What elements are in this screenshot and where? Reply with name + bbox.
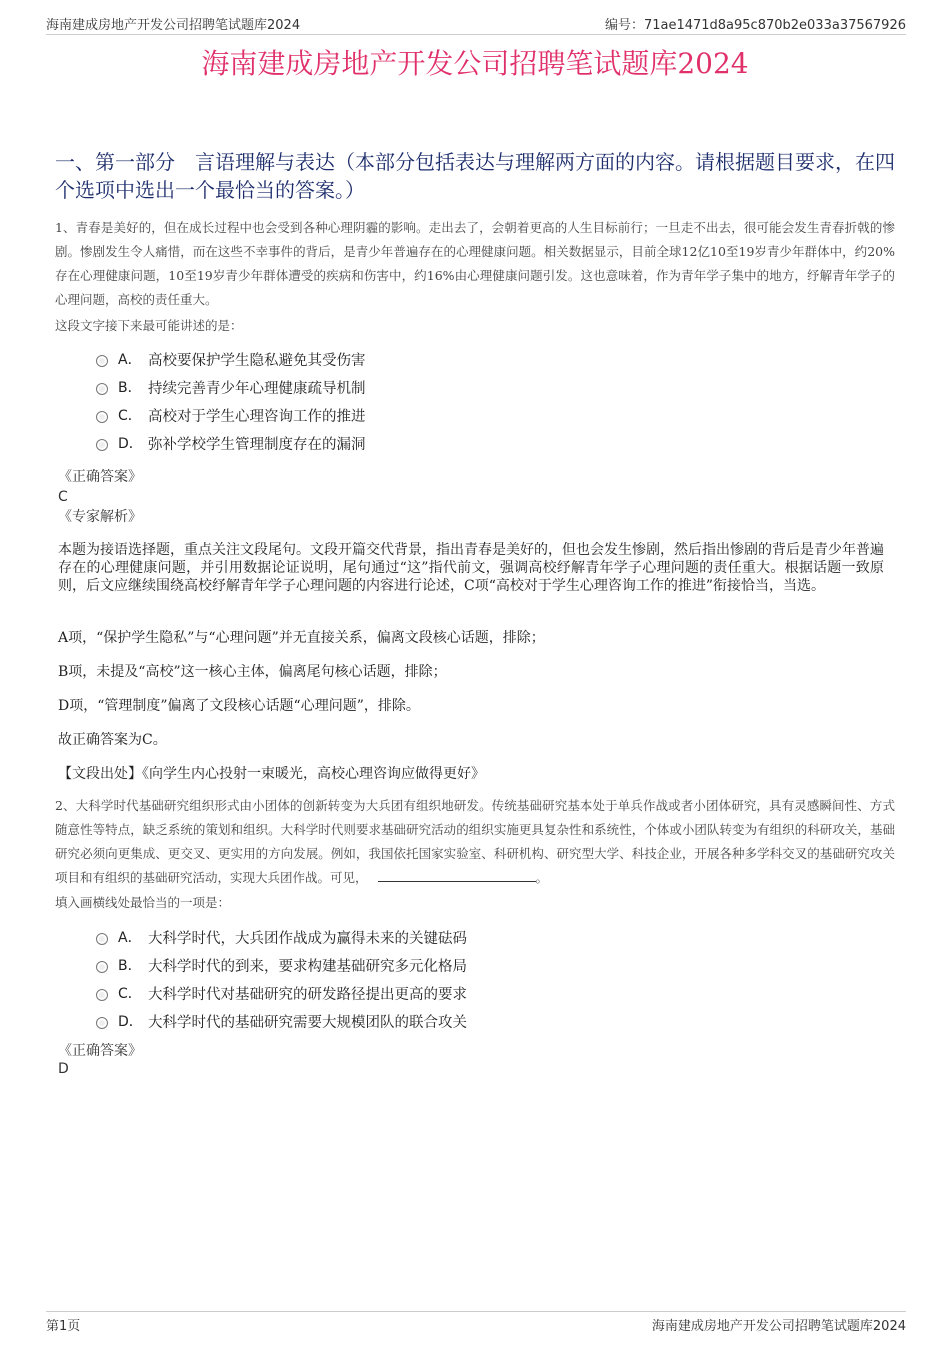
- radio-button-icon[interactable]: [96, 383, 108, 395]
- q1-analysis: 本题为接语选择题，重点关注文段尾句。文段开篇交代背景，指出青春是美好的，但也会发生惨剧，然后指出惨剧的背后是青少年普遍存在的心理健康问题，并引用数据论证说明，尾句通过“这”指代前文，强调高校纾解青年学子心理问题的责任重大。根据话题一致原则，后文应继续围绕高校纾解青年学子心理问题的内容进行论述，C项“高校对于学生心理咨询工作的推进”衔接恰当，当选。: [58, 542, 884, 594]
- header-doc-title: 海南建成房地产开发公司招聘笔试题库2024: [46, 18, 301, 33]
- radio-button-icon[interactable]: [96, 933, 108, 945]
- page-number: 第1页: [46, 1319, 81, 1334]
- q1-option-a[interactable]: [96, 345, 796, 373]
- question-1-text: 1、青春是美好的，但在成长过程中也会受到各种心理阴霾的影响。走出去了，会朝着更高的人生目标前行；一旦走不出去，很可能会发生青春折戟的惨剧。惨剧发生令人痛惜，而在这些不幸事件的背后，是青少年普遍存在的心理健康问题。相关数据显示，目前全球12亿10至19岁青少年群体中，约20%存在心理健康问题，10至19岁青少年群体遭受的疾病和伤害中，约16%由心理健康问题引发。这也意味着，作为青年学子集中的地方，纾解青年学子的心理问题，高校的责任重大。: [55, 220, 895, 307]
- question-2-text: [55, 794, 895, 890]
- page-title: 海南建成房地产开发公司招聘笔试题库2024: [201, 47, 749, 80]
- q1-note-b: B项，未提及“高校”这一核心主体，偏离尾句核心话题，排除；: [58, 664, 447, 680]
- option-text: 持续完善青少年心理健康疏导机制: [148, 380, 366, 397]
- question-2-body: 2、大科学时代基础研究组织形式由小团体的创新转变为大兵团有组织地研发。传统基础研究基本处于单兵作战或者小团体研究，具有灵感瞬间性、方式随意性等特点，缺乏系统的策划和组织。大科学时代则要求基础研究活动的组织实施更具复杂性和系统性，个体或小团队转变为有组织的科研攻关，基础研究必须向更集成、更交叉、更实用的方向发展。例如，我国依托国家实验室、科研机构、研究型大学、科技企业，开展各种多学科交叉的基础研究攻关项目和有组织的基础研究活动，实现大兵团作战。可见，: [55, 798, 895, 885]
- section-heading: 一、第一部分 言语理解与表达（本部分包括表达与理解两方面的内容。请根据题目要求，在四个选项中选出一个最恰当的答案。）: [55, 150, 895, 202]
- radio-button-icon[interactable]: [96, 355, 108, 367]
- q1-source: 【文段出处】《向学生内心投射一束暖光，高校心理咨询应做得更好》: [58, 766, 485, 782]
- option-letter: D．: [118, 1014, 143, 1030]
- page-header: [46, 14, 906, 35]
- q1-note-d: D项，“管理制度”偏离了文段核心话题“心理问题”，排除。: [58, 698, 420, 714]
- q1-answer-label: 《正确答案》: [58, 469, 142, 485]
- option-text: 高校要保护学生隐私避免其受伤害: [148, 352, 366, 369]
- radio-button-icon[interactable]: [96, 411, 108, 423]
- option-text: 大科学时代的到来，要求构建基础研究多元化格局: [148, 958, 467, 975]
- question-2-prompt: 填入画横线处最恰当的一项是：: [55, 895, 231, 910]
- question-1-options: [96, 345, 796, 457]
- radio-button-icon[interactable]: [96, 439, 108, 451]
- option-letter: A．: [118, 352, 142, 368]
- q2-option-b[interactable]: [96, 951, 796, 979]
- option-letter: B．: [118, 380, 142, 396]
- q1-conclusion: 故正确答案为C。: [58, 732, 167, 748]
- q2-option-a[interactable]: [96, 923, 796, 951]
- option-text: 大科学时代，大兵团作战成为赢得未来的关键砝码: [148, 930, 467, 947]
- q1-answer: C: [58, 489, 68, 505]
- page-footer: [46, 1311, 906, 1335]
- radio-button-icon[interactable]: [96, 1017, 108, 1029]
- option-text: 大科学时代对基础研究的研发路径提出更高的要求: [148, 986, 467, 1003]
- question-2-end: 。: [535, 870, 549, 885]
- option-text: 高校对于学生心理咨询工作的推进: [148, 408, 366, 425]
- q2-answer: D: [58, 1061, 69, 1077]
- q2-option-d[interactable]: [96, 1007, 796, 1035]
- q2-answer-label: 《正确答案》: [58, 1043, 142, 1059]
- radio-button-icon[interactable]: [96, 989, 108, 1001]
- q1-option-c[interactable]: [96, 401, 796, 429]
- option-letter: C．: [118, 986, 142, 1002]
- q1-analysis-label: 《专家解析》: [58, 509, 142, 525]
- option-text: 弥补学校学生管理制度存在的漏洞: [148, 436, 366, 453]
- q1-option-d[interactable]: [96, 429, 796, 457]
- header-doc-id: 编号：71ae1471d8a95c870b2e033a37567926: [604, 18, 906, 33]
- option-letter: B．: [118, 958, 142, 974]
- radio-button-icon[interactable]: [96, 961, 108, 973]
- option-letter: D．: [118, 436, 143, 452]
- question-2-options: [96, 923, 796, 1035]
- option-letter: C．: [118, 408, 142, 424]
- footer-doc-title: 海南建成房地产开发公司招聘笔试题库2024: [651, 1319, 906, 1334]
- question-1-prompt: 这段文字接下来最可能讲述的是：: [55, 318, 243, 333]
- q1-note-a: A项，“保护学生隐私”与“心理问题”并无直接关系，偏离文段核心话题，排除；: [58, 630, 545, 646]
- option-text: 大科学时代的基础研究需要大规模团队的联合攻关: [148, 1014, 467, 1031]
- q1-option-b[interactable]: [96, 373, 796, 401]
- fill-in-blank: [378, 869, 536, 882]
- q2-option-c[interactable]: [96, 979, 796, 1007]
- option-letter: A．: [118, 930, 142, 946]
